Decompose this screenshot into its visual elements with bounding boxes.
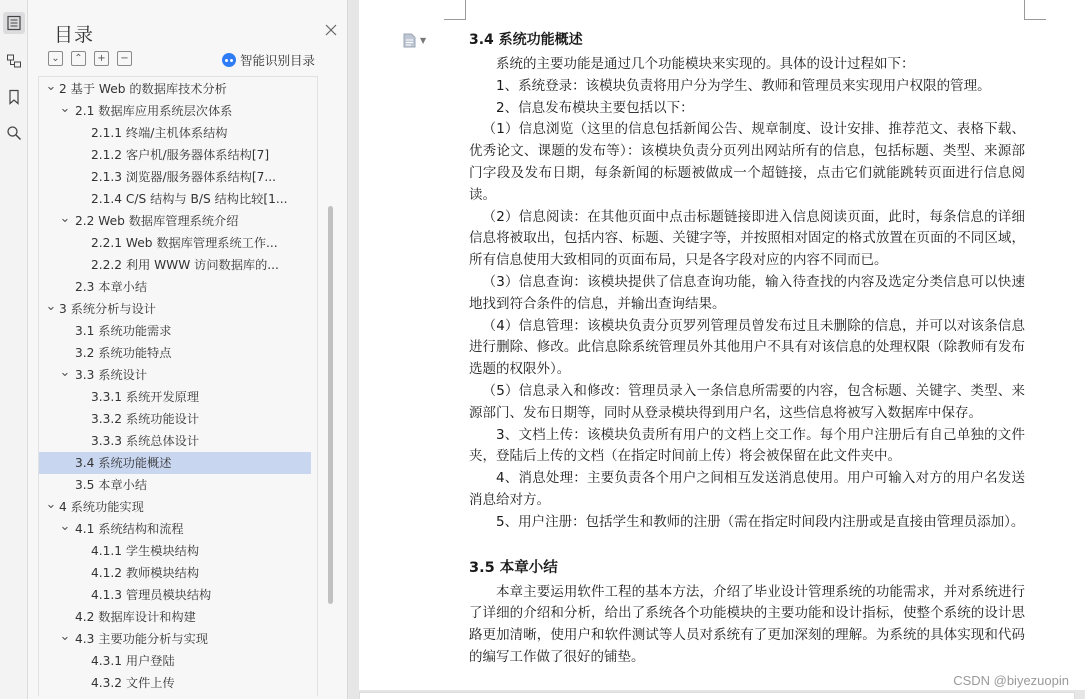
toc-item-label: 2.3 本章小结	[75, 280, 148, 294]
toc-item[interactable]	[39, 386, 311, 408]
body-paragraph: 系统的主要功能是通过几个功能模块来实现的。具体的设计过程如下：	[496, 56, 915, 72]
body-paragraph: 4、消息处理：主要负责各个用户之间相互发送消息使用。用户可输入对方的用户名发送消息给对方。	[469, 470, 1025, 508]
toc-item-label: 2.1.1 终端/主机体系结构	[91, 126, 228, 140]
document-content	[469, 26, 1025, 669]
body-paragraph: 3、文档上传：该模块负责所有用户的文档上交工作。每个用户注册后有自己单独的文件夹，登陆后上传的文档（在指定时间前上传）将会被保留在此文件夹中。	[469, 426, 1025, 465]
toc-item[interactable]	[39, 122, 311, 144]
smart-identify-toc-button[interactable]	[222, 51, 315, 69]
bookmark-icon[interactable]	[3, 86, 25, 108]
toc-item-label: 4.1.1 学生模块结构	[91, 544, 200, 558]
toc-item[interactable]	[39, 496, 311, 518]
toc-item[interactable]	[39, 650, 311, 672]
toc-panel	[28, 0, 348, 699]
toc-item[interactable]	[39, 298, 311, 320]
chevron-down-icon[interactable]: ⌄	[59, 211, 71, 226]
toc-item-label: 2.2.1 Web 数据库管理系统工作...	[91, 236, 278, 250]
next-page-edge	[349, 690, 1085, 699]
toc-icon[interactable]	[3, 12, 25, 34]
smart-identify-icon	[222, 53, 236, 67]
toc-item-label: 4.1.3 管理员模块结构	[91, 588, 212, 602]
toc-item-label: 4.2 数据库设计和构建	[75, 610, 196, 624]
toc-item-label: 3 系统分析与设计	[59, 302, 156, 316]
toc-item[interactable]	[39, 562, 311, 584]
toc-item[interactable]	[39, 474, 311, 496]
toc-item-label: 2.1.2 客户机/服务器体系结构[7]	[91, 148, 270, 162]
toc-item-label: 3.3.2 系统功能设计	[91, 412, 200, 426]
toc-item-label: 2.2.2 利用 WWW 访问数据库的...	[91, 258, 279, 272]
toc-item-label: 3.3 系统设计	[75, 368, 148, 382]
body-paragraph: 5、用户注册：包括学生和教师的注册（需在指定时间段内注册或是直接由管理员添加）。	[496, 513, 1025, 530]
body-paragraph: （1）信息浏览（这里的信息包括新闻公告、规章制度、设计安排、推荐范文、表格下载、优秀论文、课题的发布等）：该模块负责分页列出网站所有的信息，包括标题、类型、来源部门字段及发布日期，每条新闻的标题被做成一个超链接，点击它们就能跳转页面进行信息阅读。	[469, 121, 1025, 203]
toc-item[interactable]	[39, 320, 311, 342]
toc-item-label: 4.1 系统结构和流程	[75, 522, 184, 536]
chevron-down-icon[interactable]: ⌄	[59, 365, 71, 380]
toc-item[interactable]	[39, 232, 311, 254]
body-paragraph: （5）信息录入和修改：管理员录入一条信息所需要的内容，包含标题、关键字、类型、来源部门、发布日期等，同时从登录模块得到用户名，这些信息将被写入数据库中保存。	[469, 382, 1025, 421]
toc-item[interactable]	[39, 276, 311, 298]
toc-item[interactable]	[39, 408, 311, 430]
remove-heading-icon[interactable]: −	[117, 51, 132, 66]
toc-item[interactable]	[39, 210, 311, 232]
toc-item[interactable]	[39, 430, 311, 452]
summary-paragraph: 本章主要运用软件工程的基本方法，介绍了毕业设计管理系统的功能需求，并对系统进行了详细的介绍和分析，给出了系统各个功能模块的主要功能和设计指标，使整个系统的设计思路更加清晰，使用户和软件测试等人员对系统有了更加深刻的理解。为系统的具体实现和代码的编写工作做了很好的铺垫。	[469, 583, 1025, 665]
toc-item[interactable]	[39, 342, 311, 364]
document-icon	[403, 33, 416, 48]
toc-item-label: 2 基于 Web 的数据库技术分析	[59, 82, 227, 96]
toc-item-label: 3.1 系统功能需求	[75, 324, 172, 338]
collapse-all-icon[interactable]: ⌃	[71, 51, 86, 66]
crop-mark	[444, 0, 466, 20]
paragraph-menu-button[interactable]	[403, 33, 426, 48]
toc-scrollbar[interactable]	[328, 206, 333, 604]
body-paragraph: （3）信息查询：该模块提供了信息查询功能，输入待查找的内容及选定分类信息可以快速地找到符合条件的信息，并输出查询结果。	[469, 273, 1025, 312]
toc-item-label: 3.2 系统功能特点	[75, 346, 172, 360]
body-paragraph: （4）信息管理：该模块负责分页罗列管理员曾发布过且未删除的信息，并可以对该条信息进行删除、修改。此信息除系统管理员外其他用户不具有对该信息的处理权限（除教师有发布选题的权限外）。	[469, 317, 1025, 378]
close-icon[interactable]	[323, 22, 339, 38]
toc-item[interactable]	[39, 254, 311, 276]
toc-item[interactable]	[39, 188, 311, 210]
body-paragraph: 1、系统登录：该模块负责将用户分为学生、教师和管理员来实现用户权限的管理。	[496, 77, 991, 94]
section-heading-3-4: 3.4 系统功能概述	[469, 32, 583, 48]
toc-item-label: 4.3.2 文件上传	[91, 676, 175, 690]
expand-all-icon[interactable]: ⌄	[48, 51, 63, 66]
toc-item-label: 2.1 数据库应用系统层次体系	[75, 104, 233, 118]
toc-item-label: 2.1.4 C/S 结构与 B/S 结构比较[1...	[91, 192, 288, 206]
toc-item-label: 3.3.3 系统总体设计	[91, 434, 200, 448]
add-heading-icon[interactable]: +	[94, 51, 109, 66]
chevron-down-icon[interactable]: ⌄	[59, 519, 71, 534]
toc-toolbar	[48, 51, 132, 66]
toc-title: 目录	[54, 24, 95, 46]
chevron-down-icon[interactable]: ⌄	[59, 629, 71, 644]
body-paragraph: 2、信息发布模块主要包括以下：	[496, 99, 694, 116]
document-page	[359, 0, 1085, 699]
toc-item-label: 4.3 主要功能分析与实现	[75, 632, 208, 646]
toc-item[interactable]	[39, 78, 311, 100]
toc-item[interactable]	[39, 100, 311, 122]
toc-item[interactable]	[39, 166, 311, 188]
chevron-down-icon[interactable]: ⌄	[45, 497, 57, 512]
toc-item-label: 3.3.1 系统开发原理	[91, 390, 200, 404]
toc-item-label: 3.5 本章小结	[75, 478, 148, 492]
watermark: CSDN @biyezuopin	[953, 673, 1069, 688]
toc-item[interactable]	[39, 144, 311, 166]
chevron-down-icon[interactable]: ⌄	[59, 101, 71, 116]
section-heading-3-5: 3.5 本章小结	[469, 559, 558, 576]
chevron-down-icon: ▼	[420, 36, 427, 45]
toc-item-label: 2.1.3 浏览器/服务器体系结构[7...	[91, 170, 276, 184]
toc-item[interactable]	[39, 518, 311, 540]
section-paragraphs	[469, 54, 1025, 534]
toc-item-label: 4 系统功能实现	[59, 500, 144, 514]
toc-item-label: 4.3.1 用户登陆	[91, 654, 175, 668]
chevron-down-icon[interactable]: ⌄	[45, 79, 57, 94]
toc-item[interactable]	[39, 672, 311, 694]
navigation-pane-icon[interactable]	[3, 50, 25, 72]
smart-identify-label: 智能识别目录	[239, 53, 315, 68]
toc-item[interactable]	[39, 540, 311, 562]
toc-item[interactable]	[39, 364, 311, 386]
toc-item[interactable]	[39, 584, 311, 606]
toc-item[interactable]	[39, 606, 311, 628]
chevron-down-icon[interactable]: ⌄	[45, 299, 57, 314]
body-paragraph: （2）信息阅读：在其他页面中点击标题链接即进入信息阅读页面，此时，每条信息的详细信息将被取出，包括内容、标题、关键字等，并按照相对固定的格式放置在页面的不同区域，所有信息使用大致相同的页面布局，只是各字段对应的内容不同而已。	[469, 208, 1025, 269]
search-icon[interactable]	[3, 122, 25, 144]
toc-list	[38, 76, 318, 696]
toc-item-label: 4.1.2 教师模块结构	[91, 566, 200, 580]
toc-item-label: 2.2 Web 数据库管理系统介绍	[75, 214, 239, 228]
crop-mark	[1024, 0, 1046, 20]
toc-item-label: 3.4 系统功能概述	[75, 456, 172, 470]
toc-item[interactable]	[39, 452, 311, 474]
left-icon-rail	[0, 0, 28, 699]
toc-item[interactable]	[39, 628, 311, 650]
